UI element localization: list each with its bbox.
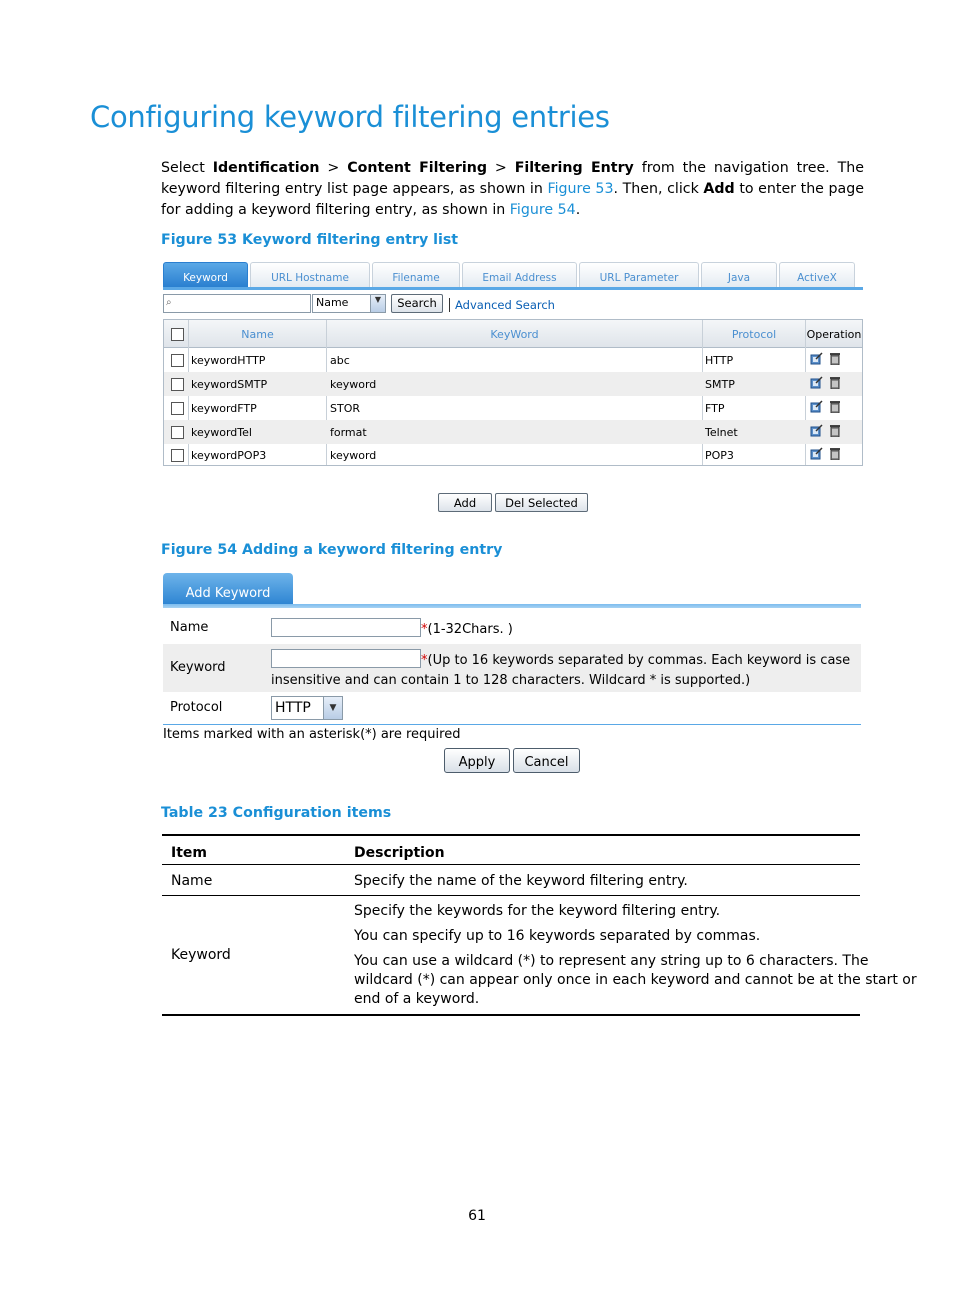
edit-icon[interactable]	[810, 376, 823, 389]
tab-activex[interactable]: ActiveX	[779, 262, 855, 287]
tab-url-hostname[interactable]: URL Hostname	[250, 262, 370, 287]
page-number: 61	[468, 1208, 486, 1224]
search-field-select[interactable]: Name ▼	[312, 294, 386, 313]
row-checkbox[interactable]	[171, 378, 184, 391]
protocol-label: Protocol	[170, 700, 223, 715]
keyword-label: Keyword	[170, 660, 226, 675]
table-cell: Name	[171, 873, 213, 889]
tab-url-parameter[interactable]: URL Parameter	[579, 262, 699, 287]
column-protocol[interactable]: Protocol	[731, 328, 777, 341]
table-row: keywordFTP STOR FTP	[164, 396, 862, 420]
row-checkbox[interactable]	[171, 402, 184, 415]
tab-filename[interactable]: Filename	[372, 262, 460, 287]
keyword-list-table	[163, 319, 863, 466]
header-description: Description	[354, 845, 445, 861]
row-checkbox[interactable]	[171, 426, 184, 439]
tab-java[interactable]: Java	[701, 262, 777, 287]
name-row: Name *(1-32Chars. )	[170, 620, 513, 637]
required-note: Items marked with an asterisk(*) are required	[163, 727, 461, 742]
edit-icon[interactable]	[810, 424, 823, 437]
header-item: Item	[171, 845, 207, 861]
advanced-search-link[interactable]: Advanced Search	[449, 298, 555, 312]
table-row: keywordPOP3 keyword POP3	[164, 443, 862, 465]
table-row: keywordSMTP keyword SMTP	[164, 372, 862, 396]
name-input[interactable]	[271, 618, 421, 637]
table-cell: Specify the keywords for the keyword filtering entry.	[354, 903, 721, 919]
figure-54-caption: Figure 54 Adding a keyword filtering entry	[161, 542, 503, 558]
table-cell: end of a keyword.	[354, 991, 480, 1007]
trash-icon[interactable]	[830, 424, 840, 437]
table-cell: Keyword	[171, 947, 231, 963]
trash-icon[interactable]	[830, 352, 840, 365]
keyword-row: Keyword *(Up to 16 keywords separated by commas. Each keyword is case insensitive and can contain 1 to 128 characters. Wildcard * is supported.)	[163, 644, 861, 692]
chevron-down-icon: ▼	[370, 295, 385, 312]
keyword-hint-cont: insensitive and can contain 1 to 128 characters. Wildcard * is supported.)	[271, 673, 751, 688]
trash-icon[interactable]	[830, 376, 840, 389]
row-checkbox[interactable]	[171, 354, 184, 367]
trash-icon[interactable]	[830, 400, 840, 413]
figure-53-link[interactable]: Figure 53	[547, 181, 614, 197]
search-button[interactable]: Search	[391, 294, 443, 313]
apply-button[interactable]: Apply	[444, 748, 510, 773]
chevron-down-icon: ▼	[323, 697, 342, 719]
table-header	[164, 320, 862, 348]
search-input[interactable]	[163, 294, 311, 313]
magnifier-icon: ⌕	[166, 297, 172, 308]
edit-icon[interactable]	[810, 352, 823, 365]
table-cell: Specify the name of the keyword filtering entry.	[354, 873, 688, 889]
keyword-input[interactable]	[271, 649, 421, 668]
figure-53-caption: Figure 53 Keyword filtering entry list	[161, 232, 459, 248]
tab-keyword[interactable]: Keyword	[163, 262, 248, 287]
select-all-checkbox[interactable]	[171, 328, 184, 341]
del-selected-button[interactable]: Del Selected	[495, 493, 588, 512]
protocol-select[interactable]: HTTP ▼	[271, 696, 343, 720]
table-23-caption: Table 23 Configuration items	[161, 805, 392, 821]
protocol-row	[163, 692, 861, 724]
row-checkbox[interactable]	[171, 449, 184, 462]
table-cell: You can specify up to 16 keywords separated by commas.	[354, 928, 761, 944]
figure-54-link[interactable]: Figure 54	[509, 202, 576, 218]
add-button[interactable]: Add	[438, 493, 492, 512]
intro-paragraph: Select Identification > Content Filtering > Filtering Entry from the navigation tree. The keyword filtering entry list page appears, as shown in Figure 53. Then, click Add to enter the page for adding a keyword filtering entry, as shown in Figure 54.	[161, 160, 864, 218]
name-label: Name	[170, 620, 209, 635]
column-name[interactable]: Name	[241, 328, 274, 341]
keyword-hint: (Up to 16 keywords separated by commas. Each keyword is case	[427, 653, 851, 668]
tab-underline	[163, 287, 863, 290]
table-row: keywordTel format Telnet	[164, 420, 862, 444]
column-keyword[interactable]: KeyWord	[490, 328, 539, 341]
name-hint: (1-32Chars. )	[427, 622, 513, 637]
section-title: Configuring keyword filtering entries	[90, 100, 610, 134]
column-operation: Operation	[806, 328, 862, 341]
table-cell: wildcard (*) can appear only once in each keyword and cannot be at the start or	[354, 972, 917, 988]
tab-email-address[interactable]: Email Address	[462, 262, 577, 287]
tab-underline	[163, 604, 861, 608]
cancel-button[interactable]: Cancel	[513, 748, 580, 773]
tab-add-keyword[interactable]: Add Keyword	[163, 573, 293, 605]
edit-icon[interactable]	[810, 447, 823, 460]
table-row: keywordHTTP abc HTTP	[164, 348, 862, 372]
edit-icon[interactable]	[810, 400, 823, 413]
table-cell: You can use a wildcard (*) to represent any string up to 6 characters. The	[354, 953, 869, 969]
trash-icon[interactable]	[830, 447, 840, 460]
